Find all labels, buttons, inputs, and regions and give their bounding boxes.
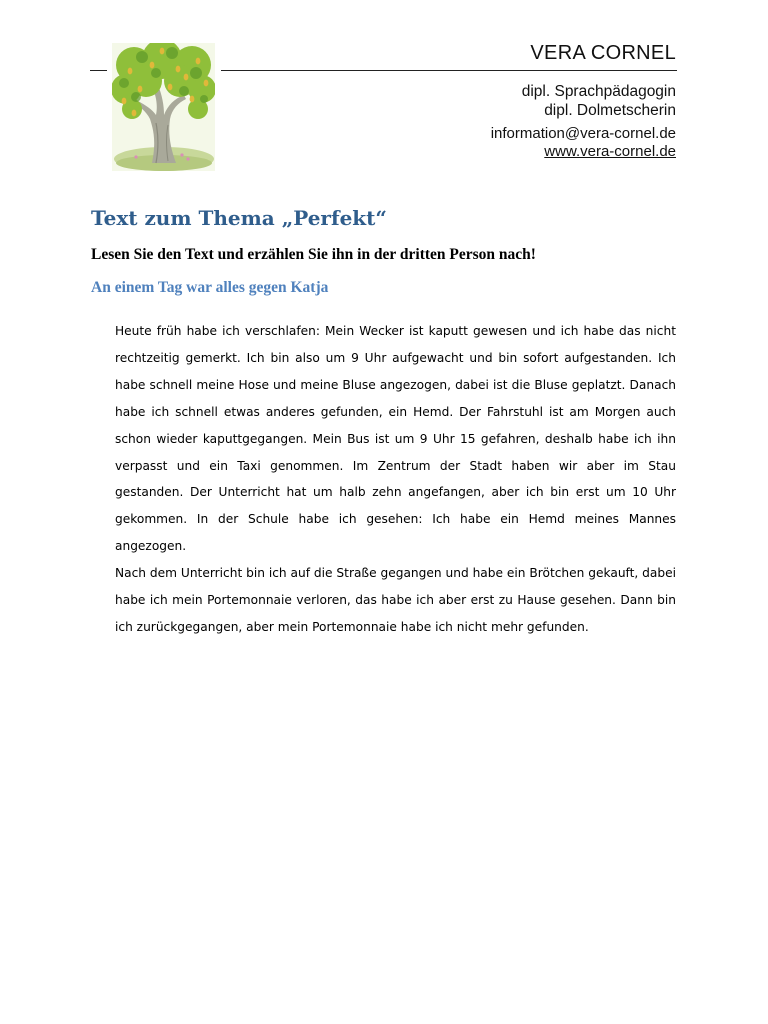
header-qualifications <box>522 82 676 120</box>
qualification-line: dipl. Dolmetscherin <box>544 102 676 119</box>
story-paragraph: Nach dem Unterricht bin ich auf die Straße gegangen und habe ein Brötchen gekauft, dabei habe ich mein Portemonnaie verloren, das habe ich aber erst zu Hause gesehen. Dann bin ich zurückgegangen, aber mein Portemonnaie habe ich nicht mehr gefunden. <box>115 566 676 634</box>
header-name: VERA CORNEL <box>530 42 676 64</box>
header-rule-left <box>90 70 107 71</box>
header-rule-right <box>221 70 677 71</box>
story-text <box>115 318 676 641</box>
email-text: information@vera-cornel.de <box>490 125 676 142</box>
tree-illustration-icon <box>112 43 215 171</box>
task-instruction: Lesen Sie den Text und erzählen Sie ihn in der dritten Person nach! <box>91 246 536 263</box>
document-title: Text zum Thema „Perfekt“ <box>91 206 387 230</box>
header-contact <box>491 125 676 161</box>
qualification-line: dipl. Sprachpädagogin <box>521 83 676 100</box>
story-title: An einem Tag war alles gegen Katja <box>91 279 329 296</box>
website-link[interactable]: www.vera-cornel.de <box>544 143 676 160</box>
story-paragraph: Heute früh habe ich verschlafen: Mein Wecker ist kaputt gewesen und ich habe das nicht rechtzeitig gemerkt. Ich bin also um 9 Uhr aufgewacht und bin sofort aufgestanden. Ich habe schnell meine Hose und meine Bluse angezogen, dabei ist die Bluse geplatzt. Danach habe ich schnell etwas anderes gefunden, ein Hemd. Der Fahrstuhl ist am Morgen auch schon wieder kaputtgegangen. Mein Bus ist um 9 Uhr 15 gefahren, deshalb habe ich ihn verpasst und ein Taxi genommen. Im Zentrum der Stadt haben wir aber im Stau gestanden. Der Unterricht hat um halb zehn angefangen, aber ich bin erst um 10 Uhr gekommen. In der Schule habe ich gesehen: Ich habe ein Hemd meines Mannes angezogen. <box>115 324 676 554</box>
